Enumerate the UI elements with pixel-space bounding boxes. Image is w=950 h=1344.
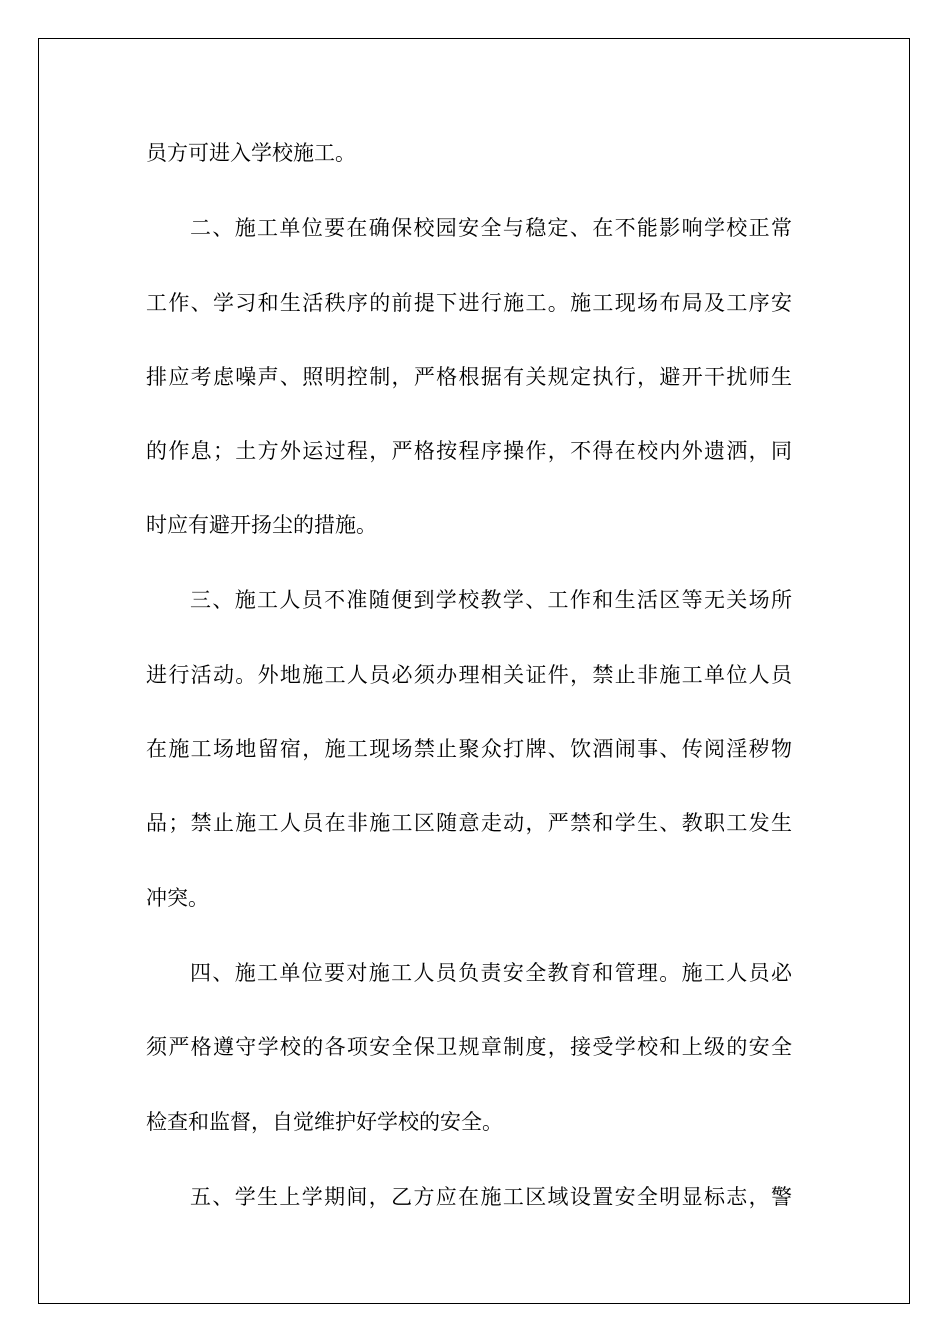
paragraph-line-14: 检查和监督，自觉维护好学校的安全。 [146,1110,503,1134]
paragraph-line-13: 须严格遵守学校的各项安全保卫规章制度，接受学校和上级的安全 [146,1035,792,1059]
paragraph-line-1: 员方可进入学校施工。 [146,141,356,165]
paragraph-line-2: 二、施工单位要在确保校园安全与稳定、在不能影响学校正常 [190,216,792,240]
paragraph-line-8: 进行活动。外地施工人员必须办理相关证件，禁止非施工单位人员 [146,663,792,687]
paragraph-line-15: 五、学生上学期间，乙方应在施工区域设置安全明显标志，警 [190,1185,792,1209]
paragraph-line-5: 的作息；土方外运过程，严格按程序操作，不得在校内外遗洒，同 [146,439,792,463]
paragraph-line-4: 排应考虑噪声、照明控制，严格根据有关规定执行，避开干扰师生 [146,365,792,389]
paragraph-line-6: 时应有避开扬尘的措施。 [146,513,377,537]
paragraph-line-10: 品；禁止施工人员在非施工区随意走动，严禁和学生、教职工发生 [146,811,792,835]
paragraph-line-11: 冲突。 [146,886,209,910]
paragraph-line-3: 工作、学习和生活秩序的前提下进行施工。施工现场布局及工序安 [146,291,792,315]
paragraph-line-7: 三、施工人员不准随便到学校教学、工作和生活区等无关场所 [190,588,792,612]
paragraph-line-12: 四、施工单位要对施工人员负责安全教育和管理。施工人员必 [190,961,792,985]
paragraph-line-9: 在施工场地留宿，施工现场禁止聚众打牌、饮酒闹事、传阅淫秽物 [146,737,792,761]
